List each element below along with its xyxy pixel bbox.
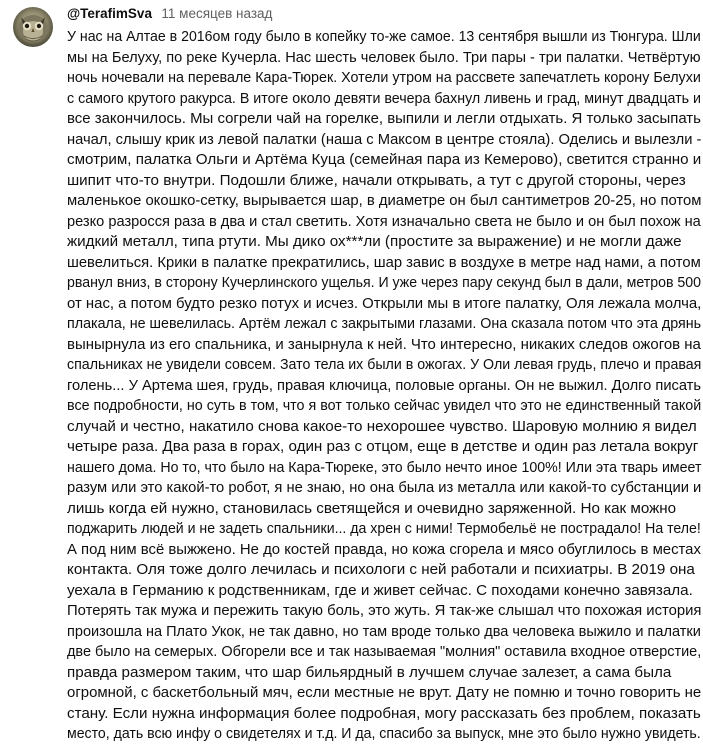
comment-text-line: ночь ночевали на перевале Кара-Тюрек. Хотели утром на рассвете запечатлеть корону Белухи (67, 69, 701, 86)
comment-text-line: случай и честно, накатило снова какое-то нехорошее чувство. Шаровую молнию я видел (67, 417, 697, 435)
comment-text-line: рванул вниз, в сторону Кучерлинского ущелья. И уже через пару секунд был в дали, метров 500 (67, 274, 701, 291)
comment-text-line: Потерять так мужа и пережить такую боль, это жуть. Я так-же слышал что похожая история (67, 602, 702, 619)
avatar[interactable] (13, 7, 53, 47)
comment-text-line: правда размером таким, что шар бильярдный в лучшем случае залезет, а сама была (67, 663, 672, 681)
author-name[interactable]: @TerafimSva (67, 6, 152, 21)
comment-text-line: плакала, не шевелилась. Артём лежал с закрытыми глазами. Она сказала потом что эта дрянь (67, 315, 702, 332)
comment-text-line: спальниках не увидели совсем. Зато тела их были в ожогах. У Оли левая грудь, плечо и правая (67, 356, 702, 373)
comment-text-line: четыре раза. Два раза в горах, один раз с отцом, еще в детстве и один раз летала вокруг (67, 438, 699, 455)
comment-text-line: маленькое окошко-сетку, вырывается шар, в диаметре он был сантиметров 20-25, но потом (67, 192, 702, 209)
comment-text-line: произошла на Плато Укок, не так давно, но там вроде только два человека выжило и палатки (67, 622, 701, 640)
comment-text-line: лишь когда ей нужно, становилась светящейся и очевидно заряженной. Но как можно (67, 499, 677, 517)
comment-text-line: место, дать всю инфу о свидетелях и т.д. И да, спасибо за выпуск, мне это было нужно увидеть. (67, 725, 701, 742)
comment-text-line: огромной, с баскетбольный мяч, если местные не врут. Дату не помню и точно говорить не (67, 684, 702, 701)
comment-text (67, 27, 701, 745)
comment-text-line: шевелиться. Крики в палатке прекратились, шар завис в воздухе в метре над нами, а потом (67, 253, 701, 271)
comment-text-line: контакта. Оля тоже долго лечилась и психологи с ней работали и психиатры. В 2019 она (67, 561, 695, 578)
comment-text-line: смотрим, палатка Ольги и Артёма Куца (семейная пара из Кемерово), светится странно и (67, 151, 702, 168)
comment-header (67, 5, 272, 23)
comment-text-line: две было на семерых. Обгорели все и так называемая "молния" оставила входное отверстие, (67, 643, 702, 660)
comment-text-line: шипит что-то внутри. Подошли ближе, начали открывать, а тут с другой стороны, через (67, 171, 686, 189)
comment-text-line: стану. Если нужна информация более подробная, могу рассказать без проблем, показать (67, 704, 701, 722)
comment-text-line: вынырнула из его спальника, и занырнула к ней. Что интересно, никаких следов ожогов на (67, 335, 701, 353)
comment-text-line: все подробности, но суть в том, что я вот только сейчас увидел что это не единственный такой (67, 397, 702, 414)
comment-text-line: жидкий металл, типа ртути. Мы дико ох***ли (простите за выражение) и не могли даже (67, 233, 682, 250)
comment-text-line: нашего дома. Но то, что было на Кара-Тюреке, это было нечто иное 100%! Или эта тварь имеет (67, 458, 702, 476)
comment-text-line: резко разросся раза в два и стал светить. Хотя изначально света не было и он был похож на (67, 212, 701, 230)
comment-text-line: с самого крутого ракурса. В итоге около девяти вечера бахнул ливень и град, минут двадцать и (67, 89, 701, 107)
comment-text-line: разум или это какой-то робот, я не знаю, но она была из металла или какой-то субстанции и (67, 479, 702, 496)
comment-text-line: уехала в Германию к родственникам, где и живет сейчас. С походами конечно завязала. (67, 581, 693, 599)
comment-text-line: А под ним всё выжжено. Не до костей правда, но кожа сгорела и мясо обуглилось в местах (67, 540, 701, 558)
comment-timestamp[interactable]: 11 месяцев назад (161, 6, 273, 21)
owl-avatar-icon (13, 7, 53, 47)
comment-text-line: У нас на Алтае в 2016ом году было в копейку то-же самое. 13 сентября вышли из Тюнгура. Шли (67, 28, 701, 45)
comment-text-line: начал, слышу крик из левой палатки (наша с Максом в центре стояла). Оделись и вылезли - (67, 130, 702, 148)
comment-text-line: все закончилось. Мы согрели чай на горелке, выпили и легли отдыхать. Я только засыпать (67, 110, 701, 127)
comment-text-line: поджарить людей и не задеть спальники... да хрен с ними! Термобельё не пострадало! На теле! (67, 520, 701, 537)
comment-text-line: от нас, а потом будто резко потух и исчез. Открыли мы в итоге палатку, Оля лежала молча, (67, 294, 702, 312)
comment-text-line: мы на Белуху, по реке Кучерла. Нас шесть человек было. Три пары - три палатки. Четвёртую (67, 48, 701, 66)
comment-text-line: голень... У Артема шея, грудь, правая ключица, половые органы. Он не выжил. Долго писать (67, 376, 702, 394)
